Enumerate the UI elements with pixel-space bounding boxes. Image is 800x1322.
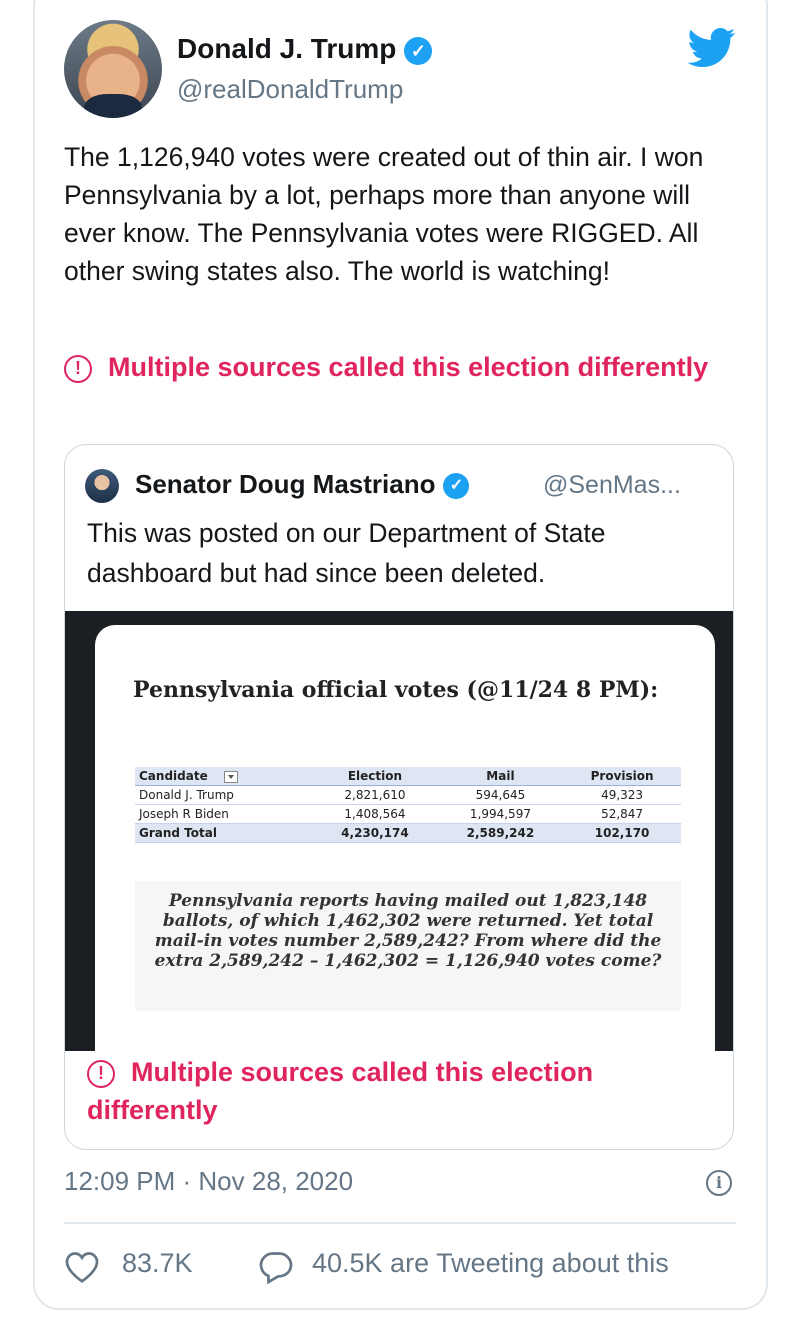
author-name[interactable] <box>177 33 432 65</box>
avatar[interactable] <box>64 20 162 118</box>
votes-table <box>135 767 681 843</box>
election-notice-text: Multiple sources called this election differently <box>108 352 709 382</box>
filter-dropdown-icon <box>224 771 238 783</box>
quote-media-image[interactable] <box>65 611 734 1051</box>
table-cell: Joseph R Biden <box>135 805 312 824</box>
quote-election-notice-text: Multiple sources called this election differently <box>87 1057 594 1125</box>
table-cell: Grand Total <box>135 824 312 843</box>
table-cell: 1,994,597 <box>438 805 563 824</box>
media-card <box>95 625 715 1085</box>
reply-icon[interactable] <box>258 1250 294 1284</box>
media-caption: Pennsylvania reports having mailed out 1,823,148 ballots, of which 1,462,302 were returned. Yet total mail-in votes number 2,589,242? From where did the extra 2,589,242 – 1,462,302 = 1,126,940 votes come? <box>135 881 681 1011</box>
table-cell: 49,323 <box>563 786 681 805</box>
warning-icon: ! <box>64 355 92 383</box>
quote-avatar[interactable] <box>85 469 119 503</box>
tweet-timestamp[interactable]: 12:09 PM · Nov 28, 2020 <box>64 1166 354 1196</box>
divider <box>64 1222 736 1224</box>
quoted-tweet[interactable] <box>64 444 734 1150</box>
table-cell: 4,230,174 <box>312 824 437 843</box>
table-row <box>135 786 681 805</box>
quote-text: This was posted on our Department of State dashboard but had since been deleted. <box>87 518 606 588</box>
table-header: Provision <box>563 767 681 786</box>
media-title: Pennsylvania official votes (@11/24 8 PM): <box>133 677 659 703</box>
quote-author-handle: @SenMas... <box>543 471 681 499</box>
election-notice[interactable] <box>64 348 744 386</box>
table-row <box>135 805 681 824</box>
table-cell: 2,821,610 <box>312 786 437 805</box>
verified-badge-icon: ✓ <box>443 473 469 499</box>
table-header: Election <box>312 767 437 786</box>
quote-author-name-text: Senator Doug Mastriano <box>135 469 436 499</box>
tweeting-count[interactable]: 40.5K are Tweeting about this <box>312 1248 669 1278</box>
info-icon[interactable]: i <box>706 1170 732 1196</box>
author-handle[interactable]: @realDonaldTrump <box>177 74 404 104</box>
like-count[interactable]: 83.7K <box>122 1248 193 1278</box>
table-cell: 1,408,564 <box>312 805 437 824</box>
tweet-text: The 1,126,940 votes were created out of thin air. I won Pennsylvania by a lot, perhaps more than anyone will ever know. The Pennsylvania votes were RIGGED. All other swing states also. The world is watching! <box>64 142 704 286</box>
table-cell: 2,589,242 <box>438 824 563 843</box>
author-name-text[interactable]: Donald J. Trump <box>177 33 397 64</box>
heart-icon[interactable] <box>64 1250 100 1284</box>
warning-icon: ! <box>87 1060 115 1088</box>
quote-author-name[interactable] <box>135 469 469 500</box>
verified-badge-icon: ✓ <box>404 37 432 65</box>
table-cell: 52,847 <box>563 805 681 824</box>
table-total-row <box>135 824 681 843</box>
table-cell: 594,645 <box>438 786 563 805</box>
table-header: Candidate <box>135 767 312 786</box>
quote-election-notice[interactable] <box>87 1053 717 1129</box>
table-header: Mail <box>438 767 563 786</box>
table-cell: 102,170 <box>563 824 681 843</box>
table-cell: Donald J. Trump <box>135 786 312 805</box>
twitter-logo-icon <box>687 28 737 68</box>
